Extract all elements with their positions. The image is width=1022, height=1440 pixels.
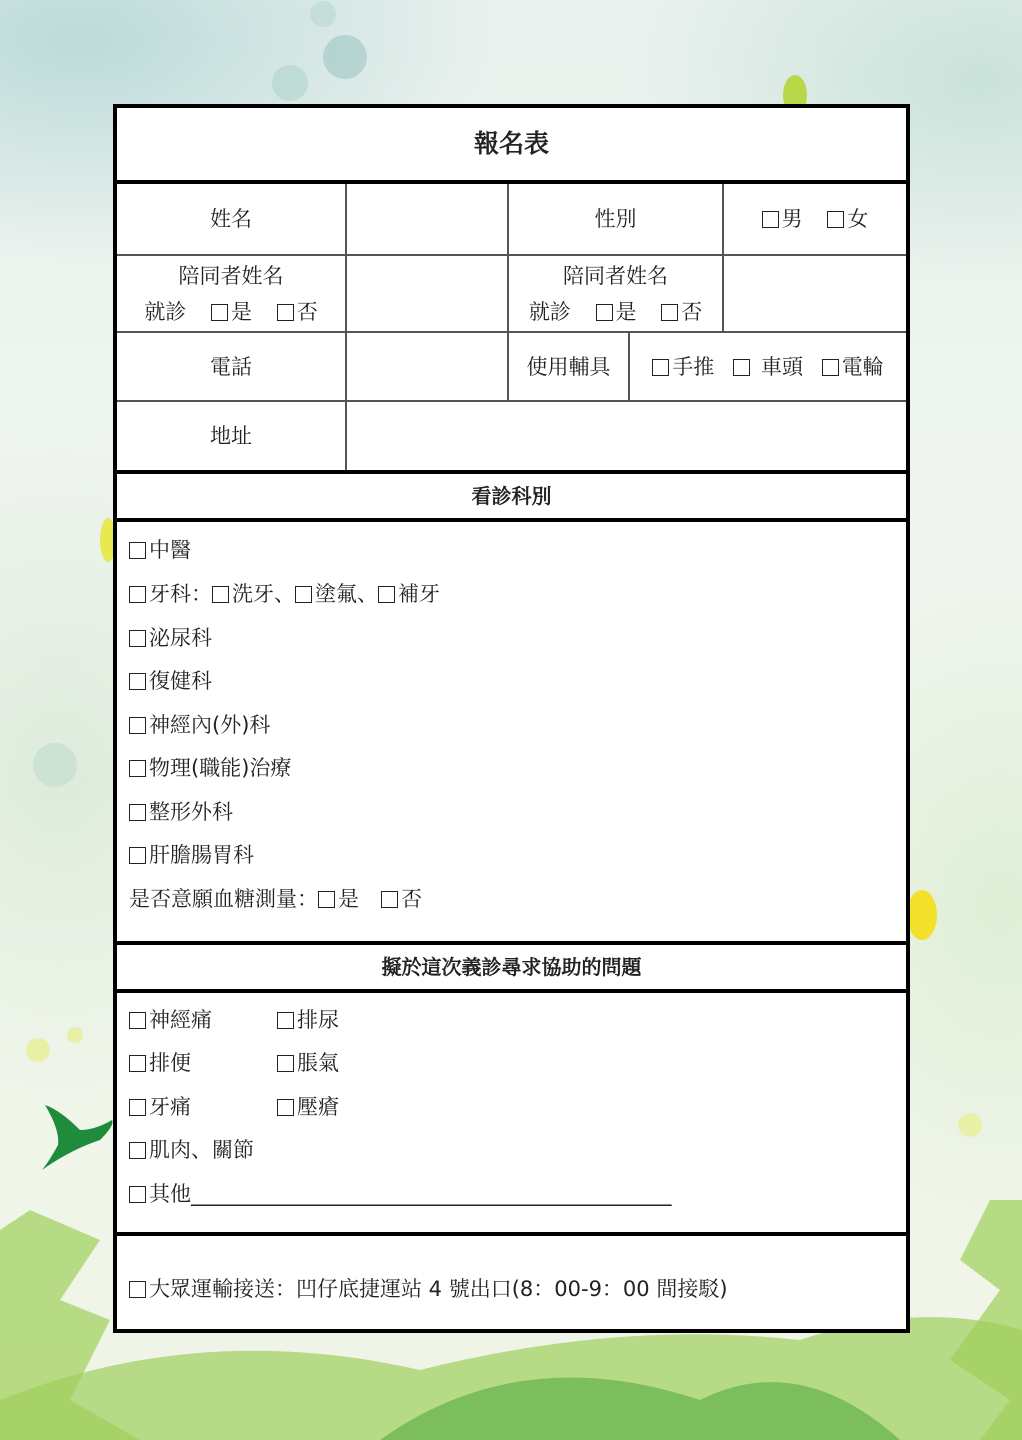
companion-name-input[interactable] (347, 256, 507, 331)
visit-yes-checkbox[interactable] (596, 304, 613, 321)
companion-right (509, 256, 722, 331)
visit-yes-checkbox[interactable] (211, 304, 228, 321)
problems-header: 擬於這次義診尋求協助的問題 (381, 955, 642, 979)
dept-item[interactable]: 整形外科 (129, 796, 233, 826)
dept-item[interactable]: 肝膽腸胃科 (129, 839, 254, 869)
cleaning-checkbox[interactable] (212, 586, 229, 603)
aid-options (630, 333, 906, 400)
aid-label: 使用輔具 (526, 354, 611, 379)
bubble-decoration (33, 743, 77, 787)
phone-input[interactable] (347, 333, 507, 400)
visit-no-option: 否 (681, 299, 703, 324)
companion-name-label: 陪同者姓名 (563, 263, 668, 288)
dept-item[interactable]: 泌尿科 (129, 622, 212, 652)
address-input[interactable] (347, 402, 906, 470)
other-blank-line[interactable]: ________________________________________________ (191, 1182, 671, 1206)
phone-label: 電話 (210, 354, 252, 379)
dept-item[interactable]: 復健科 (129, 665, 212, 695)
head-option: 車頭 (761, 354, 803, 379)
dept-checkbox[interactable] (129, 804, 146, 821)
female-checkbox[interactable] (827, 211, 844, 228)
bubble-decoration (26, 1038, 50, 1062)
dept-checkbox[interactable] (129, 717, 146, 734)
transport-item[interactable] (129, 1273, 728, 1303)
electric-checkbox[interactable] (822, 359, 839, 376)
problem-item-other[interactable]: 其他________________________________________________ (129, 1178, 671, 1208)
leaf-decoration (907, 890, 937, 940)
bubble-decoration (67, 1027, 83, 1043)
problem-item[interactable]: 牙痛 (129, 1091, 191, 1121)
dept-checkbox[interactable] (129, 586, 146, 603)
visit-no-option: 否 (296, 299, 318, 324)
dept-item[interactable]: 牙科： 洗牙、 塗氟、 補牙 (129, 578, 440, 608)
glucose-label: 是否意願血糖測量： (129, 887, 318, 911)
problem-item[interactable]: 排尿 (277, 1004, 339, 1034)
problem-checkbox[interactable] (129, 1012, 146, 1029)
visit-no-checkbox[interactable] (661, 304, 678, 321)
dept-checkbox[interactable] (129, 630, 146, 647)
visit-yes-option: 是 (615, 299, 637, 324)
dept-checkbox[interactable] (129, 542, 146, 559)
registration-form (113, 104, 910, 1333)
head-checkbox[interactable] (733, 359, 750, 376)
push-option: 手推 (672, 354, 715, 379)
glucose-question: 是否意願血糖測量： 是 否 (129, 887, 422, 911)
male-option: 男 (781, 207, 803, 231)
dept-checkbox[interactable] (129, 760, 146, 777)
bubble-decoration (272, 65, 308, 101)
visit-label: 就診 (144, 299, 187, 324)
dept-item[interactable]: 物理(職能)治療 (129, 752, 291, 782)
transport-label: 大眾運輸接送：凹仔底捷運站 4 號出口(8：00-9：00 間接駁) (149, 1277, 728, 1301)
bird-icon (42, 1105, 113, 1170)
dept-item[interactable]: 神經內(外)科 (129, 709, 270, 739)
problem-item[interactable]: 排便 (129, 1047, 191, 1077)
electric-option: 電輪 (841, 354, 884, 379)
problem-checkbox[interactable] (129, 1186, 146, 1203)
problem-checkbox[interactable] (277, 1099, 294, 1116)
female-option: 女 (847, 207, 869, 231)
bubble-decoration (958, 1113, 982, 1137)
dept-item[interactable]: 中醫 (129, 534, 191, 564)
problem-item[interactable]: 壓瘡 (277, 1091, 339, 1121)
companion-name-input[interactable] (724, 256, 906, 331)
companion-left (117, 256, 345, 331)
filling-checkbox[interactable] (378, 586, 395, 603)
problem-checkbox[interactable] (129, 1055, 146, 1072)
transport-checkbox[interactable] (129, 1281, 146, 1298)
glucose-no-checkbox[interactable] (381, 891, 398, 908)
name-label: 姓名 (210, 207, 252, 231)
gender-label: 性別 (594, 207, 637, 231)
problem-checkbox[interactable] (277, 1012, 294, 1029)
dept-checkbox[interactable] (129, 673, 146, 690)
male-checkbox[interactable] (762, 211, 779, 228)
glucose-yes-checkbox[interactable] (318, 891, 335, 908)
problem-checkbox[interactable] (129, 1142, 146, 1159)
dept-checkbox[interactable] (129, 847, 146, 864)
companion-name-label: 陪同者姓名 (178, 263, 284, 288)
bubble-decoration (310, 1, 336, 27)
problem-checkbox[interactable] (277, 1055, 294, 1072)
bubble-decoration (323, 35, 367, 79)
problem-checkbox[interactable] (129, 1099, 146, 1116)
visit-yes-option: 是 (231, 299, 252, 324)
fluoride-checkbox[interactable] (295, 586, 312, 603)
visit-label: 就診 (528, 299, 571, 324)
address-label: 地址 (210, 424, 252, 448)
problem-item[interactable]: 脹氣 (277, 1047, 339, 1077)
departments-header: 看診科別 (471, 484, 552, 508)
form-title: 報名表 (473, 129, 549, 158)
push-checkbox[interactable] (652, 359, 669, 376)
gender-options (724, 184, 906, 254)
problem-item[interactable]: 肌肉、關節 (129, 1134, 254, 1164)
visit-no-checkbox[interactable] (277, 304, 294, 321)
problem-item[interactable]: 神經痛 (129, 1004, 212, 1034)
name-input[interactable] (347, 184, 507, 254)
